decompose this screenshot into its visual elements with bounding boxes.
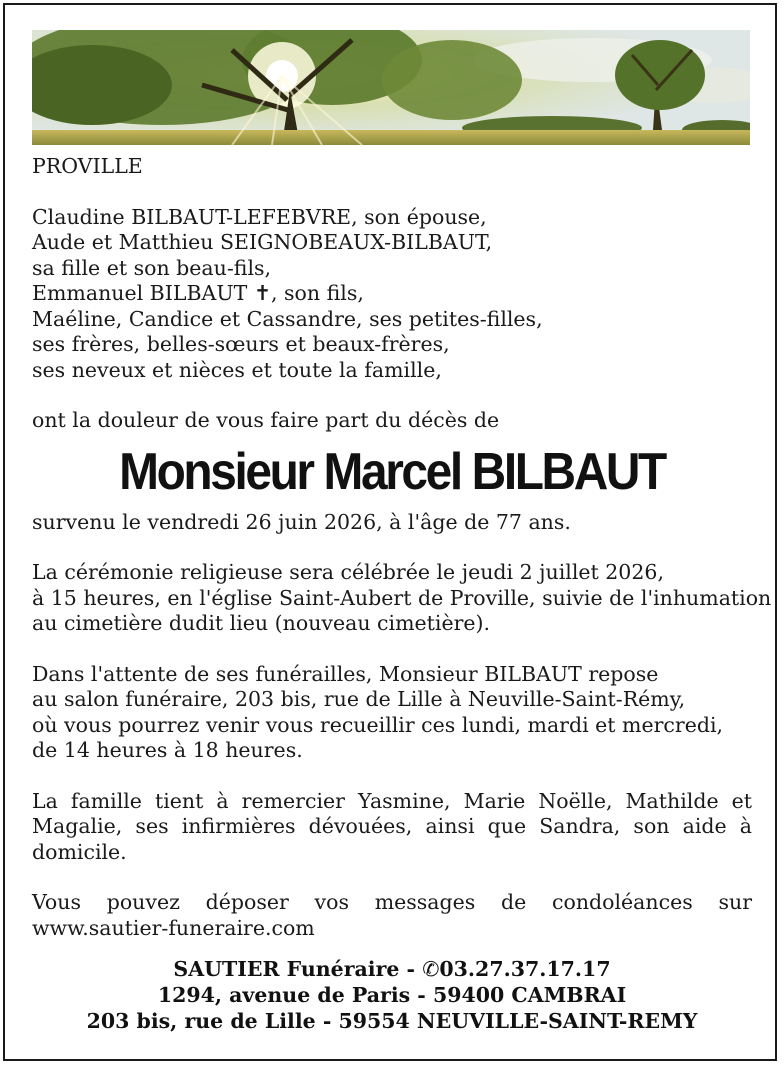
company-name: SAUTIER Funéraire - [173, 957, 423, 981]
family-line: Aude et Matthieu SEIGNOBEAUX-BILBAUT, [32, 230, 493, 254]
family-line-son [32, 281, 752, 307]
rest-line: au salon funéraire, 203 bis, rue de Lille à Neuville-Saint-Rémy, [32, 687, 686, 711]
ceremony-line: au cimetière dudit lieu (nouveau cimetière). [32, 611, 491, 635]
rest-paragraph [32, 662, 752, 764]
family-line: Maéline, Candice et Cassandre, ses petites-filles, [32, 306, 543, 331]
family-line: sa fille et son beau-fils, [32, 255, 272, 280]
family-list [32, 205, 752, 384]
rest-line: de 14 heures à 18 heures. [32, 738, 303, 762]
family-line: ses frères, belles-sœurs et beaux-frères, [32, 332, 450, 356]
family-line: ses neveux et nièces et toute la famille, [32, 357, 442, 382]
cross-icon: ✝ [253, 281, 271, 305]
condolences-paragraph: Vous pouvez déposer vos messages de condoléances sur www.sautier-funeraire.com [32, 890, 752, 940]
family-line: , son fils, [271, 281, 364, 305]
family-line: Claudine BILBAUT-LEFEBVRE, son épouse, [32, 204, 487, 229]
intro-text: ont la douleur de vous faire part du décès de [32, 408, 500, 432]
family-line: Emmanuel BILBAUT [32, 281, 248, 305]
ceremony-line: La cérémonie religieuse sera célébrée le jeudi 2 juillet 2026, [32, 560, 664, 584]
address-line-1: 1294, avenue de Paris - 59400 CAMBRAI [157, 983, 627, 1007]
obituary-text [32, 154, 772, 941]
ceremony-paragraph [32, 560, 772, 637]
sunlit-tree-landscape-icon [32, 30, 750, 145]
company-line [0, 956, 784, 982]
rest-line: Dans l'attente de ses funérailles, Monsieur BILBAUT repose [32, 661, 659, 686]
banner-image [32, 30, 750, 145]
town-name: PROVILLE [32, 154, 143, 178]
phone-icon: ✆ [422, 957, 440, 981]
death-info: survenu le vendredi 26 juin 2026, à l'âge de 77 ans. [32, 509, 571, 534]
address-line-2: 203 bis, rue de Lille - 59554 NEUVILLE-SAINT-REMY [86, 1009, 698, 1033]
ceremony-line: à 15 heures, en l'église Saint-Aubert de Proville, suivie de l'inhumation [32, 585, 772, 610]
phone-number: 03.27.37.17.17 [439, 957, 611, 981]
deceased-name: Monsieur Marcel BILBAUT [119, 442, 665, 501]
thanks-paragraph: La famille tient à remercier Yasmine, Marie Noëlle, Mathilde et Magalie, ses infirmières dévouées, ainsi que Sandra, son aide à domicile. [32, 788, 752, 864]
funeral-home-footer [0, 956, 784, 1034]
rest-line: où vous pourrez venir vous recueillir ces lundi, mardi et mercredi, [32, 712, 724, 737]
